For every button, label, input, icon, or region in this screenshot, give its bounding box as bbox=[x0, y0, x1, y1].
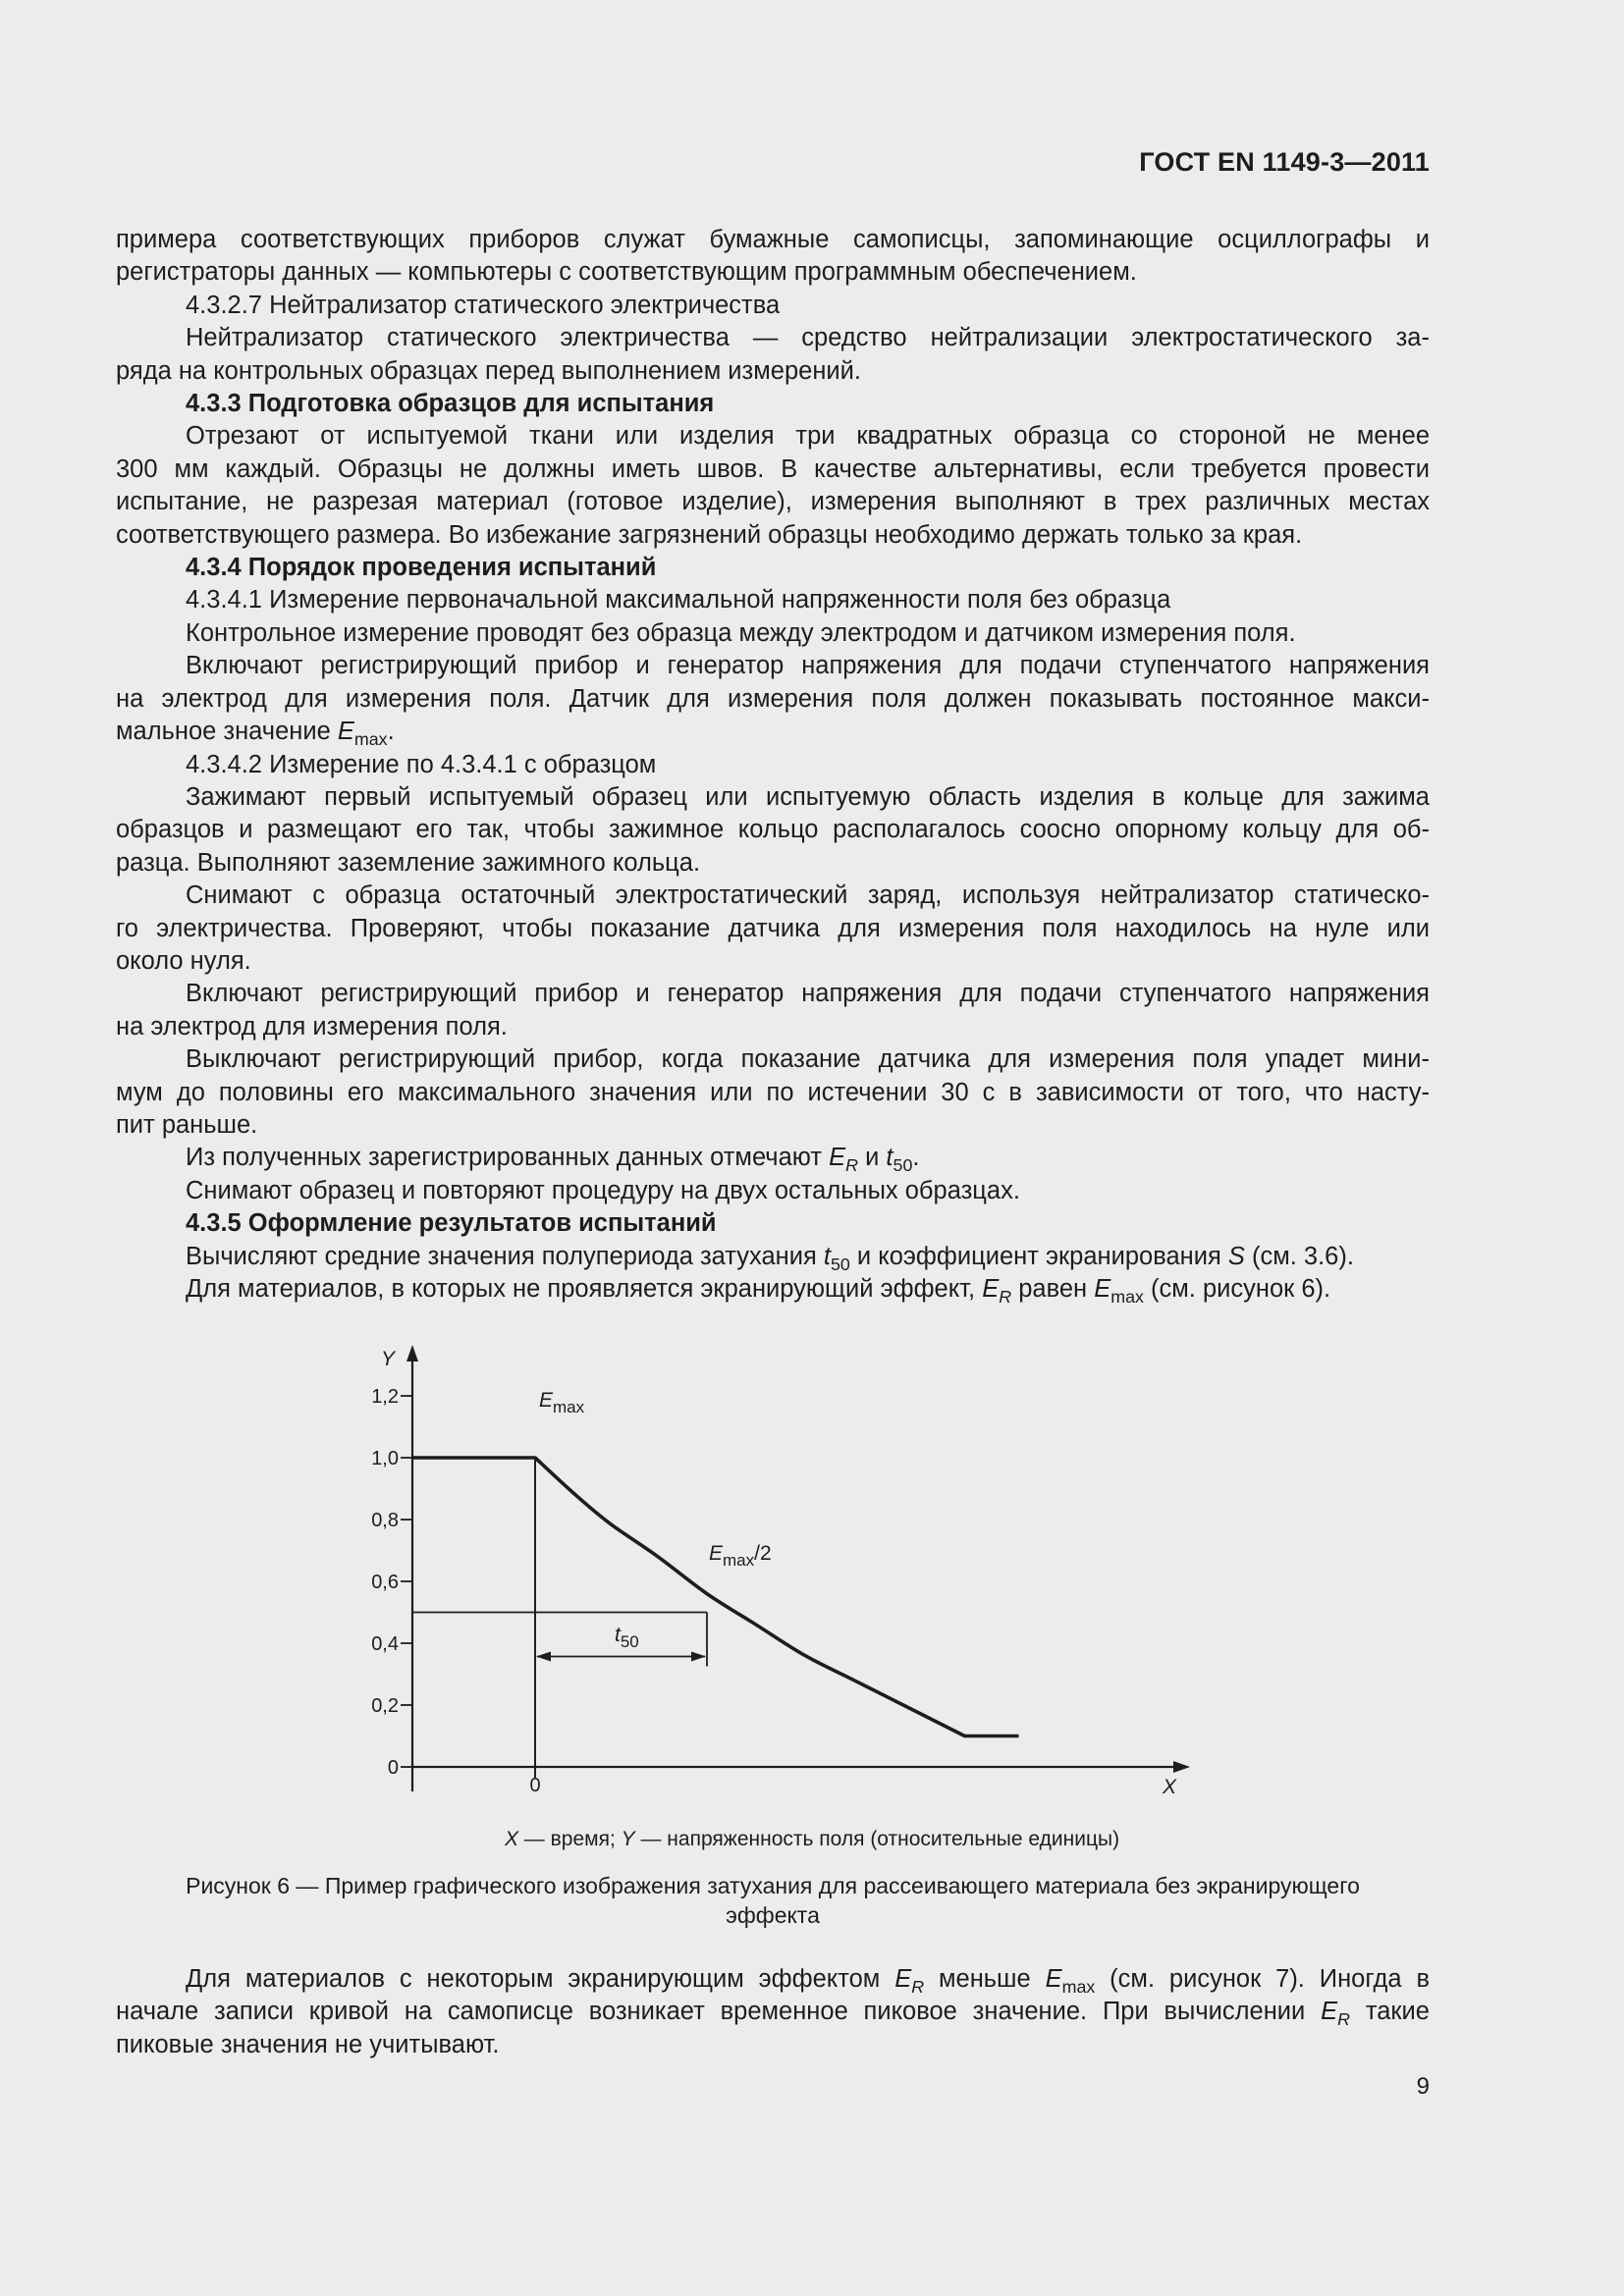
emax-half-suffix: /2 bbox=[754, 1542, 772, 1565]
paragraph-line: регистраторы данных — компьютеры с соответствующим программным обеспечением. bbox=[116, 258, 1137, 287]
decay-curve bbox=[412, 1458, 1019, 1736]
text-run: мальное значение bbox=[116, 718, 338, 746]
emax-half-symbol: E bbox=[709, 1542, 724, 1565]
caption-line: Рисунок 6 — Пример графического изображения затухания для рассеивающего материала без экранирующего bbox=[186, 1873, 1360, 1898]
emax-half-subscript: max bbox=[723, 1551, 755, 1570]
paragraph-line: на электрод для измерения поля. bbox=[116, 1012, 508, 1041]
paragraph-line bbox=[116, 1273, 1430, 1306]
t50-subscript: 50 bbox=[620, 1632, 639, 1651]
emax-label bbox=[539, 1389, 585, 1416]
paragraph-line bbox=[116, 1996, 1430, 2028]
body-text bbox=[116, 224, 1430, 1306]
text-run: Из полученных зарегистрированных данных отмечают bbox=[186, 1144, 830, 1172]
y-tick-label: 0,4 bbox=[371, 1633, 399, 1655]
y-tick-label: 1,2 bbox=[371, 1386, 399, 1408]
symbol-e: E bbox=[1045, 1965, 1062, 1993]
paragraph-line: пиковые значения не учитывают. bbox=[116, 2030, 500, 2058]
paragraph-line: пит раньше. bbox=[116, 1110, 258, 1139]
emax-subscript: max bbox=[553, 1398, 585, 1416]
decay-chart bbox=[353, 1345, 1198, 1806]
paragraph-line: примера соответствующих приборов служат бумажные самописцы, запоминающие осциллографы и bbox=[116, 226, 1430, 253]
text-run: меньше bbox=[924, 1965, 1046, 1993]
x-axis-arrow bbox=[1173, 1761, 1190, 1773]
paragraph-line bbox=[116, 716, 1430, 748]
paragraph-line: Включают регистрирующий прибор и генератор напряжения для подачи ступенчатого напряжения bbox=[186, 980, 1430, 1008]
subscript-r bbox=[999, 1287, 1011, 1307]
text-run: Для материалов с некоторым экранирующим эффектом bbox=[186, 1965, 895, 1993]
paragraph-line: разца. Выполняют заземление зажимного кольца. bbox=[116, 848, 701, 877]
text-run: начале записи кривой на самописце возникает временное пиковое значение. При вычислении bbox=[116, 1998, 1322, 2026]
paragraph-line: мум до половины его максимального значения или по истечении 30 с в зависимости от того, что насту- bbox=[116, 1078, 1430, 1106]
legend-text-run: — напряженность поля (относительные единицы) bbox=[634, 1828, 1120, 1850]
paragraph-line: Отрезают от испытуемой ткани или изделия три квадратных образца со стороной не менее bbox=[186, 422, 1430, 451]
caption-line: эффекта bbox=[726, 1902, 820, 1928]
paragraph-line: Выключают регистрирующий прибор, когда показание датчика для измерения поля упадет мини- bbox=[186, 1045, 1430, 1074]
figure-caption bbox=[116, 1871, 1430, 1930]
paragraph-line: 300 мм каждый. Образцы не должны иметь швов. В качестве альтернативы, если требуется провести bbox=[116, 454, 1430, 483]
text-run: и коэффициент экранирования bbox=[849, 1242, 1228, 1270]
document-header: ГОСТ EN 1149-3—2011 bbox=[1139, 147, 1430, 177]
subscript-50: 50 bbox=[893, 1155, 913, 1176]
paragraph-line: Нейтрализатор статического электричества — средство нейтрализации электростатического за- bbox=[186, 324, 1430, 352]
text-run: Для материалов, в которых не проявляется экранирующий эффект, bbox=[186, 1275, 983, 1303]
legend-text-run: — время; bbox=[517, 1828, 622, 1850]
subscript-r-text: R bbox=[1337, 2009, 1351, 2030]
t50-symbol: t bbox=[615, 1624, 621, 1646]
subscript-r bbox=[911, 1977, 924, 1997]
paragraph-line bbox=[116, 1963, 1430, 1996]
x-axis-label: X bbox=[1163, 1776, 1177, 1798]
y-tick-label: 0 bbox=[387, 1757, 399, 1779]
figure-6 bbox=[353, 1345, 1198, 1806]
symbol-s: S bbox=[1227, 1242, 1245, 1270]
heading-4-3-4: 4.3.4 Порядок проведения испытаний bbox=[186, 554, 657, 582]
y-axis-label: Y bbox=[381, 1348, 396, 1370]
text-run: и bbox=[858, 1144, 887, 1172]
t50-arrow-left bbox=[536, 1652, 551, 1662]
paragraph-line: Зажимают первый испытуемый образец или испытуемую область изделия в кольце для зажима bbox=[186, 782, 1430, 811]
subscript-r-text: R bbox=[845, 1155, 858, 1176]
symbol-e: E bbox=[982, 1275, 1000, 1303]
figure-legend bbox=[0, 1828, 1624, 1851]
symbol-e: E bbox=[337, 718, 354, 746]
paragraph-line: го электричества. Проверяют, чтобы показание датчика для измерения поля находилось на нуле или bbox=[116, 914, 1430, 942]
paragraph-line: соответствующего размера. Во избежание загрязнений образцы необходимо держать только за края. bbox=[116, 520, 1303, 549]
paragraph-line: Снимают образец и повторяют процедуру на двух остальных образцах. bbox=[186, 1176, 1020, 1204]
text-run: . bbox=[387, 718, 395, 746]
paragraph-line: Включают регистрирующий прибор и генератор напряжения для подачи ступенчатого напряжения bbox=[186, 652, 1430, 680]
closing-paragraph bbox=[116, 1963, 1430, 2061]
text-run: . bbox=[912, 1144, 920, 1172]
y-tick-label: 0,6 bbox=[371, 1572, 399, 1593]
paragraph-line: образцов и размещают его так, чтобы зажимное кольцо располагалось соосно опорному кольцу для об- bbox=[116, 816, 1430, 844]
t50-label bbox=[615, 1624, 639, 1651]
section-4-3-4-1: 4.3.4.1 Измерение первоначальной максимальной напряженности поля без образца bbox=[186, 586, 1171, 614]
subscript-max: max bbox=[353, 729, 388, 750]
paragraph-line: ряда на контрольных образцах перед выполнением измерений. bbox=[116, 356, 861, 385]
text-run: Вычисляют средние значения полупериода затухания bbox=[186, 1242, 824, 1270]
chart-guides bbox=[412, 1458, 707, 1778]
symbol-e: E bbox=[1094, 1275, 1111, 1303]
paragraph-line: на электрод для измерения поля. Датчик для измерения поля должен показывать постоянное макси- bbox=[116, 684, 1430, 713]
symbol-e: E bbox=[829, 1144, 846, 1172]
subscript-max: max bbox=[1110, 1287, 1144, 1308]
text-run: (см. 3.6). bbox=[1244, 1242, 1354, 1270]
subscript-max: max bbox=[1061, 1977, 1096, 1998]
subscript-r bbox=[845, 1156, 858, 1176]
legend-y-symbol: Y bbox=[621, 1828, 635, 1850]
subscript-50: 50 bbox=[830, 1254, 850, 1274]
text-run: такие bbox=[1350, 1998, 1430, 2026]
paragraph-line: около нуля. bbox=[116, 946, 251, 975]
y-ticks bbox=[371, 1386, 412, 1779]
y-tick-label: 1,0 bbox=[371, 1448, 399, 1469]
paragraph-line: Контрольное измерение проводят без образца между электродом и датчиком измерения поля. bbox=[186, 618, 1296, 647]
y-axis-arrow bbox=[406, 1345, 418, 1362]
symbol-t: t bbox=[886, 1144, 893, 1172]
paragraph-line bbox=[116, 1142, 1430, 1174]
symbol-e: E bbox=[1321, 1998, 1338, 2026]
t50-arrow-right bbox=[691, 1652, 706, 1662]
subscript-r-text: R bbox=[911, 1977, 925, 1998]
paragraph-line bbox=[116, 1241, 1430, 1273]
y-tick-label: 0,8 bbox=[371, 1510, 399, 1531]
section-4-3-2-7: 4.3.2.7 Нейтрализатор статического электричества bbox=[186, 291, 781, 319]
subscript-r-text: R bbox=[999, 1287, 1012, 1308]
y-tick-label: 0,2 bbox=[371, 1695, 399, 1717]
symbol-e: E bbox=[894, 1965, 912, 1993]
text-run: (см. рисунок 6). bbox=[1143, 1275, 1331, 1303]
section-4-3-4-2: 4.3.4.2 Измерение по 4.3.4.1 с образцом bbox=[186, 750, 657, 778]
paragraph-line: Снимают с образца остаточный электростатический заряд, используя нейтрализатор статическо- bbox=[186, 881, 1430, 910]
emax-half-label bbox=[709, 1542, 772, 1570]
text-run: равен bbox=[1011, 1275, 1095, 1303]
chart-axes bbox=[381, 1345, 1190, 1798]
heading-4-3-3: 4.3.3 Подготовка образцов для испытания bbox=[186, 390, 715, 418]
text-run: (см. рисунок 7). Иногда в bbox=[1095, 1965, 1430, 1993]
paragraph-line: испытание, не разрезая материал (готовое изделие), измерения выполняют в трех различных местах bbox=[116, 488, 1430, 516]
emax-symbol: E bbox=[539, 1389, 554, 1412]
page-number: 9 bbox=[1416, 2073, 1430, 2100]
x-tick-zero: 0 bbox=[529, 1775, 541, 1796]
heading-4-3-5: 4.3.5 Оформление результатов испытаний bbox=[186, 1209, 717, 1238]
symbol-t: t bbox=[823, 1242, 831, 1270]
legend-x-symbol: X bbox=[504, 1828, 518, 1850]
subscript-r bbox=[1337, 2010, 1350, 2030]
